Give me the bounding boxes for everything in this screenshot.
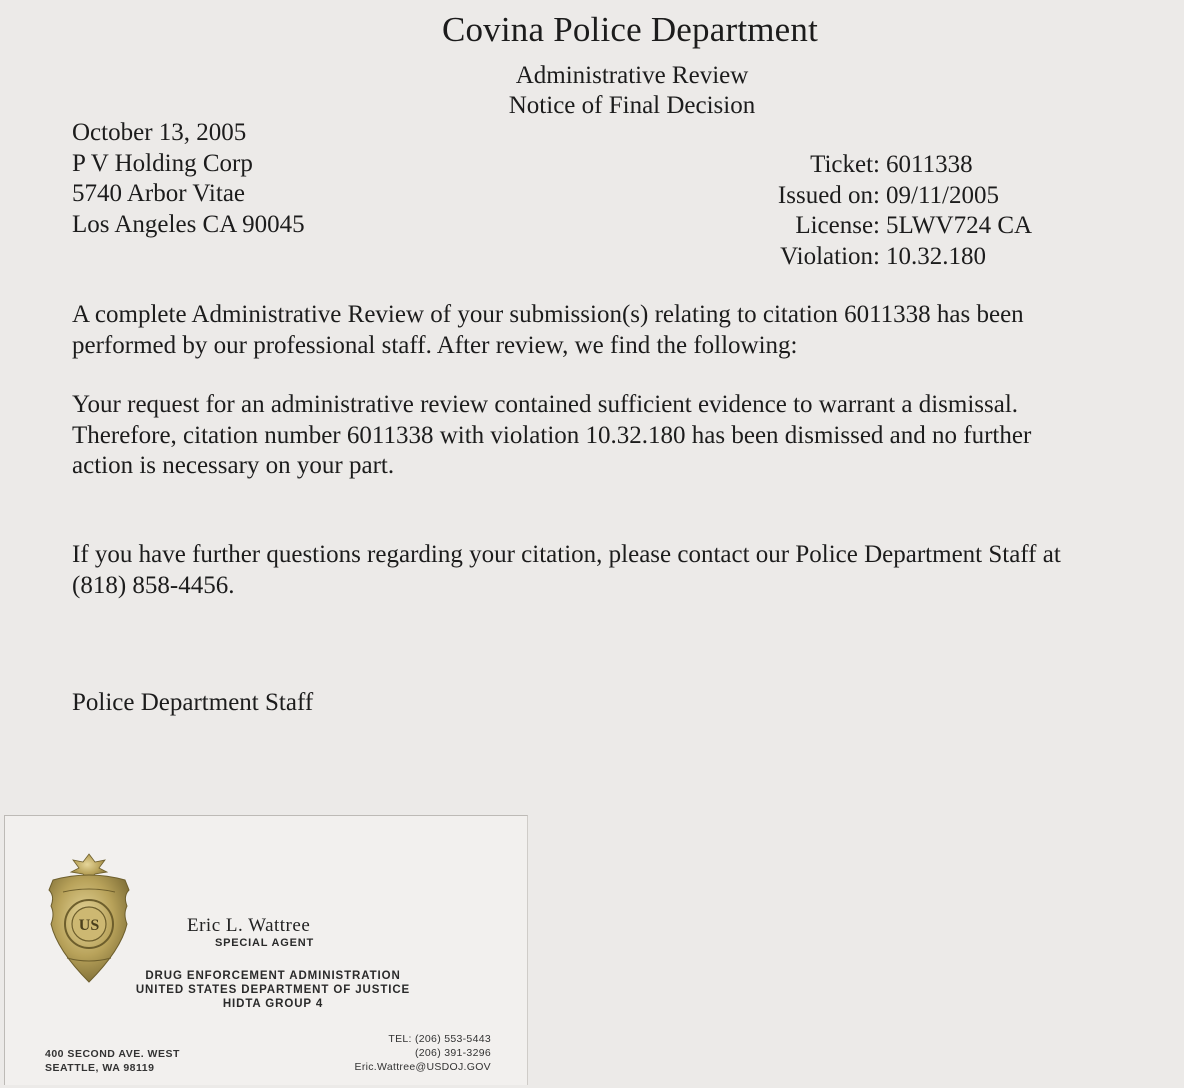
paragraph-line: performed by our professional staff. After review, we find the following: bbox=[72, 331, 798, 359]
violation-label: Violation: bbox=[780, 242, 880, 270]
contact-paragraph bbox=[72, 540, 1172, 601]
ticket-row bbox=[760, 211, 1032, 242]
card-agent-title: SPECIAL AGENT bbox=[215, 937, 315, 949]
card-org-line: HIDTA GROUP 4 bbox=[222, 998, 324, 1010]
dea-badge-icon bbox=[39, 850, 139, 990]
ticket-info bbox=[760, 150, 1032, 272]
card-agent-name: Eric L. Wattree bbox=[187, 915, 311, 936]
review-paragraph bbox=[72, 300, 1172, 361]
card-phone: TEL: (206) 553-5443 bbox=[388, 1033, 491, 1045]
card-address-line: SEATTLE, WA 98119 bbox=[45, 1062, 155, 1074]
paragraph-line: A complete Administrative Review of your submission(s) relating to citation 6011338 has been bbox=[72, 301, 1024, 328]
signature: Police Department Staff bbox=[72, 689, 314, 716]
letter-date: October 13, 2005 bbox=[72, 119, 247, 146]
letter-subtitle: Administrative Review bbox=[515, 62, 749, 89]
svg-text:US: US bbox=[78, 917, 100, 934]
recipient-city: Los Angeles CA 90045 bbox=[72, 210, 305, 238]
ticket-row bbox=[760, 150, 1032, 181]
decision-paragraph bbox=[72, 390, 1172, 482]
violation-value: 10.32.180 bbox=[886, 242, 986, 270]
ticket-row bbox=[760, 242, 1032, 273]
license-value: 5LWV724 CA bbox=[886, 212, 1033, 239]
recipient-name: P V Holding Corp bbox=[72, 149, 253, 177]
card-email: Eric.Wattree@USDOJ.GOV bbox=[354, 1061, 491, 1073]
ticket-value: 6011338 bbox=[886, 151, 973, 178]
paragraph-line: If you have further questions regarding your citation, please contact our Police Department Staff at bbox=[72, 541, 1061, 568]
card-org-line: DRUG ENFORCEMENT ADMINISTRATION bbox=[145, 970, 401, 982]
paragraph-line: Therefore, citation number 6011338 with violation 10.32.180 has been dismissed and no further bbox=[72, 421, 1032, 449]
letter-subtitle-decision: Notice of Final Decision bbox=[508, 92, 756, 119]
ticket-label: Ticket: bbox=[810, 151, 880, 178]
card-address-line: 400 SECOND AVE. WEST bbox=[45, 1048, 180, 1060]
card-org-line: UNITED STATES DEPARTMENT OF JUSTICE bbox=[135, 984, 411, 996]
card-address bbox=[45, 1047, 180, 1075]
paragraph-line: (818) 858-4456. bbox=[72, 571, 235, 599]
business-card bbox=[4, 815, 528, 1085]
recipient-street: 5740 Arbor Vitae bbox=[72, 180, 246, 207]
paragraph-line: Your request for an administrative review contained sufficient evidence to warrant a dismissal. bbox=[72, 391, 1019, 418]
issued-label: Issued on: bbox=[777, 181, 880, 209]
letter-title: Covina Police Department bbox=[441, 10, 819, 49]
card-phone-alt: (206) 391-3296 bbox=[414, 1047, 491, 1059]
card-contact bbox=[305, 1032, 491, 1074]
issued-value: 09/11/2005 bbox=[886, 181, 999, 209]
license-label: License: bbox=[795, 212, 880, 239]
recipient-block bbox=[72, 118, 305, 240]
paragraph-line: action is necessary on your part. bbox=[72, 452, 395, 479]
ticket-row bbox=[760, 181, 1032, 212]
